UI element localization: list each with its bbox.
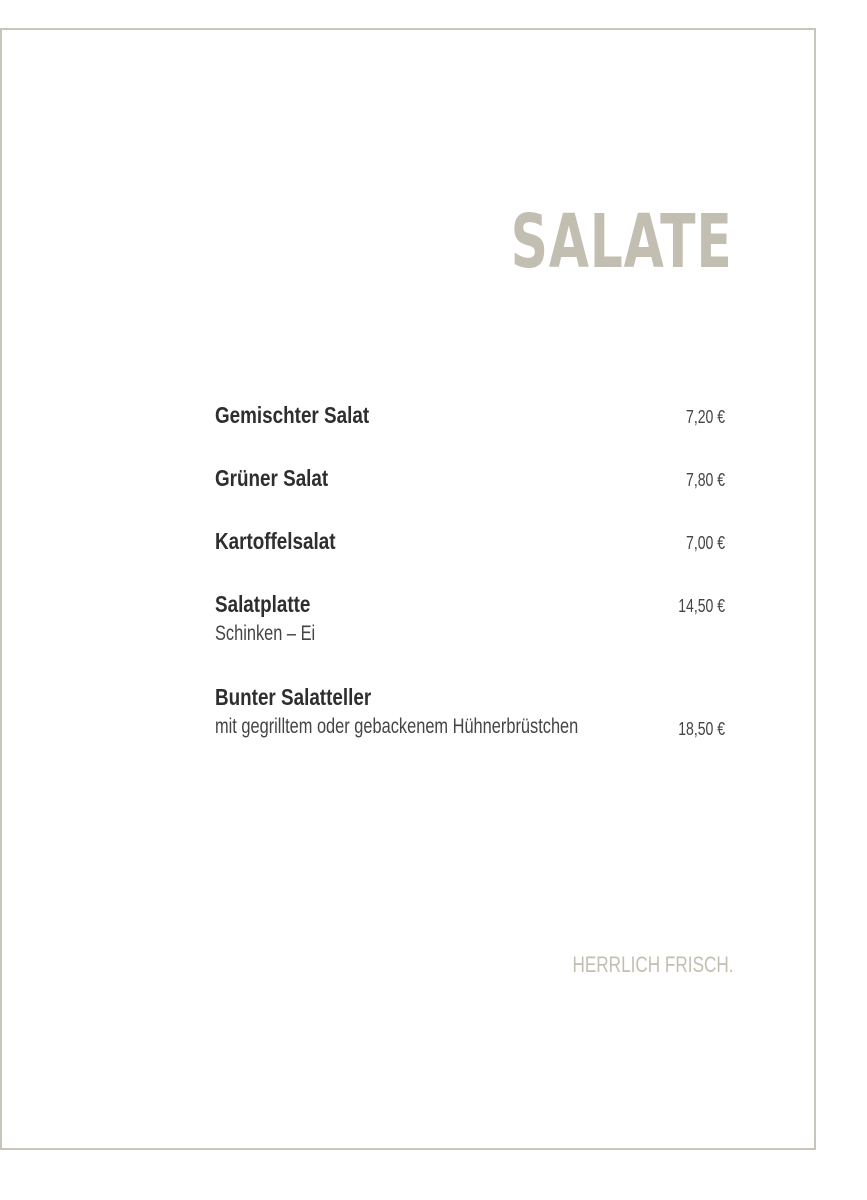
item-price: 7,80 € — [685, 470, 725, 490]
item-price: 14,50 € — [678, 596, 725, 616]
item-name: Bunter Salatteller — [215, 684, 372, 710]
item-name: Salatplatte — [215, 591, 311, 617]
item-description: mit gegrilltem oder gebackenem Hühnerbrüstchen — [215, 715, 579, 738]
item-price: 18,50 € — [678, 719, 725, 739]
menu-item-gruener-salat — [215, 463, 725, 493]
menu-item-kartoffelsalat — [215, 526, 725, 556]
item-name: Kartoffelsalat — [215, 528, 336, 554]
menu-item-salatplatte — [215, 589, 725, 649]
item-price: 7,20 € — [685, 407, 725, 427]
menu-item-gemischter-salat — [215, 400, 725, 430]
item-price: 7,00 € — [685, 533, 725, 553]
menu-item-bunter-salatteller — [215, 682, 725, 742]
menu-list — [215, 400, 725, 775]
item-name: Gemischter Salat — [215, 402, 370, 428]
page-title: SALATE — [511, 199, 733, 285]
item-description: Schinken – Ei — [215, 622, 316, 645]
item-name: Grüner Salat — [215, 465, 329, 491]
tagline: HERRLICH FRISCH. — [572, 952, 734, 977]
